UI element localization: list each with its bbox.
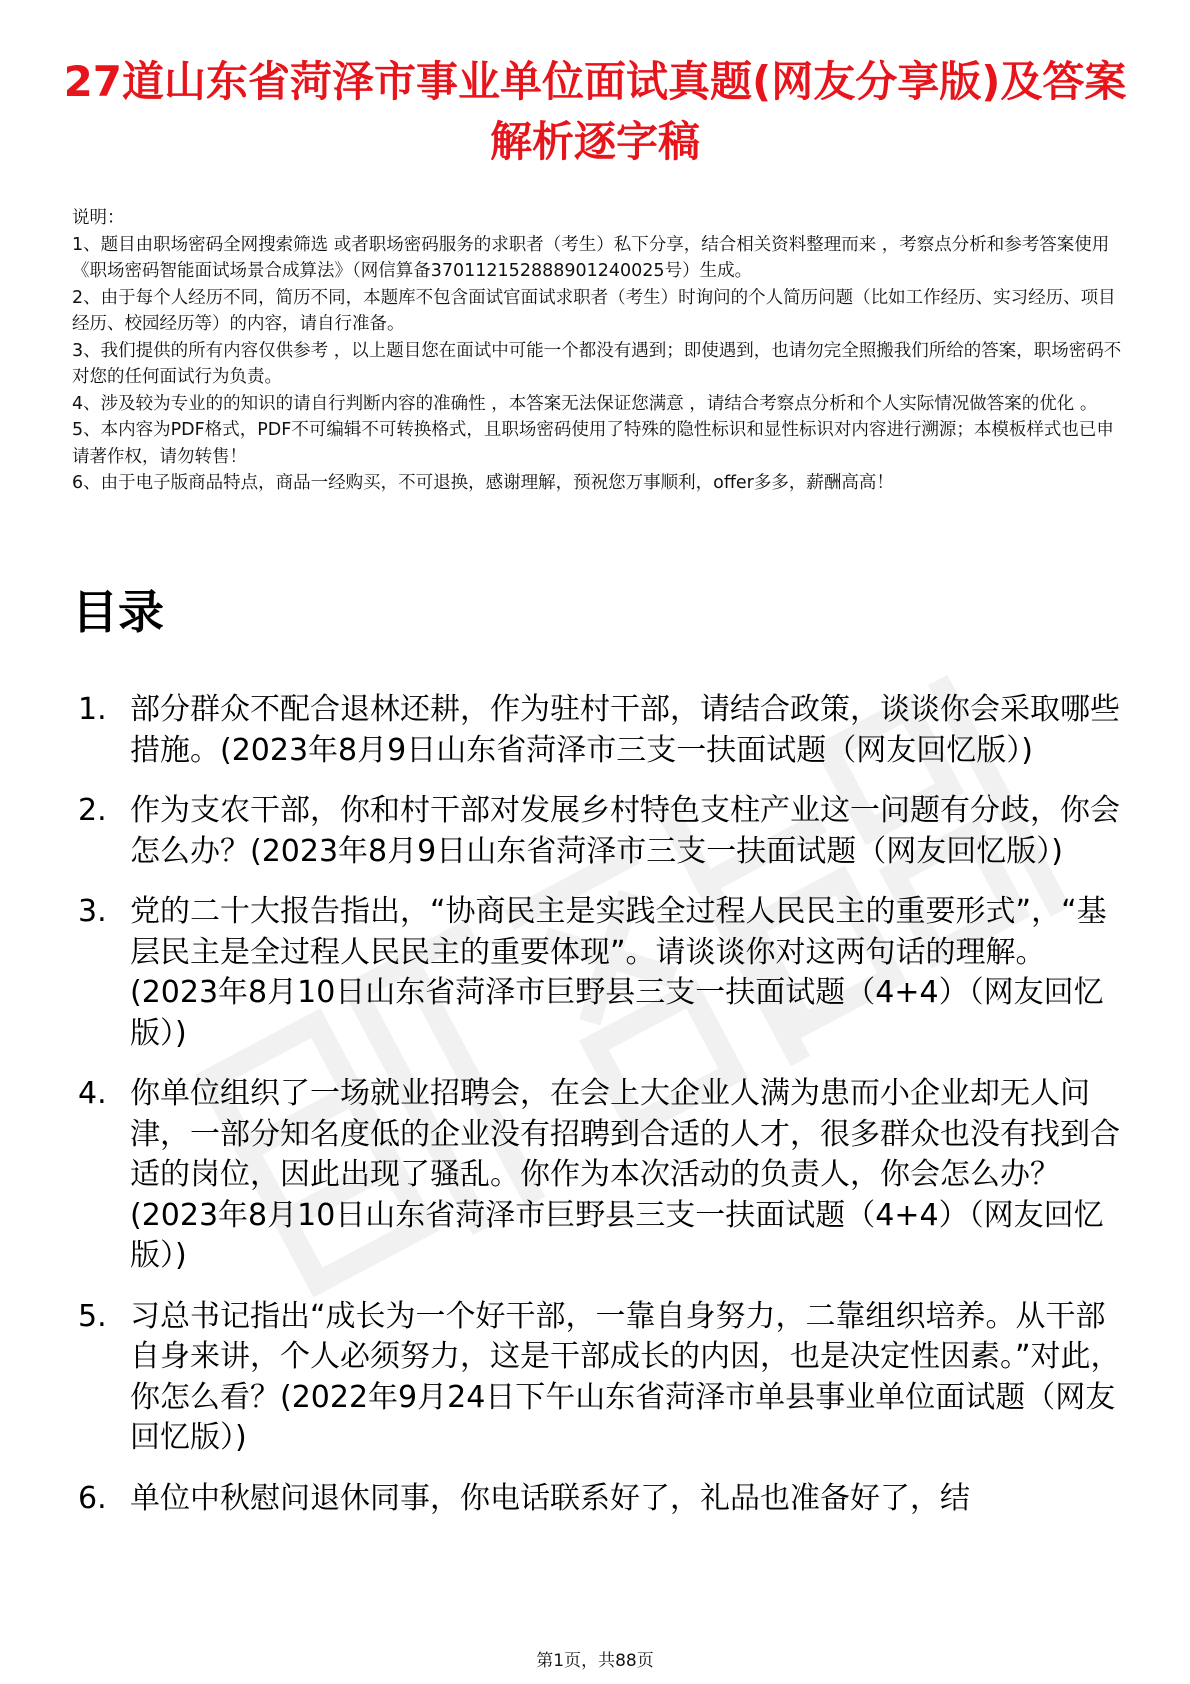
toc-item-text: 党的二十大报告指出，“协商民主是实践全过程人民民主的重要形式”，“基层民主是全过程人民民主的重要体现”。请谈谈你对这两句话的理解。(2023年8月10日山东省菏泽市巨野县三支一扶面试题（4+4）（网友回忆版）) [130, 894, 1107, 1051]
toc-item[interactable] [78, 892, 1128, 1054]
toc-item-number: 6. [78, 1480, 107, 1516]
notes-section [72, 205, 1122, 497]
note-item: 5、本内容为PDF格式，PDF不可编辑不可转换格式，且职场密码使用了特殊的隐性标识和显性标识对内容进行溯源；本模板样式也已申请著作权，请勿转售！ [72, 420, 1114, 467]
document-title: 27道山东省菏泽市事业单位面试真题(网友分享版)及答案解析逐字稿 [63, 57, 1127, 166]
toc-item[interactable] [78, 1074, 1128, 1277]
toc-item-number: 2. [78, 793, 107, 828]
toc-item-text: 习总书记指出“成长为一个好干部，一靠自身努力，二靠组织培养。从干部自身来讲，个人必须努力，这是干部成长的内因，也是决定性因素。”对此，你怎么看？(2022年9月24日下午山东省菏泽市单县事业单位面试题（网友回忆版）) [130, 1298, 1121, 1455]
toc-item-text: 部分群众不配合退林还耕，作为驻村干部，请结合政策，谈谈你会采取哪些措施。(2023年8月9日山东省菏泽市三支一扶面试题（网友回忆版）) [130, 692, 1120, 768]
toc-item-number: 3. [78, 894, 107, 929]
notes-heading: 说明： [72, 208, 125, 228]
toc-list [78, 690, 1128, 1539]
page-footer: 第1页，共88页 [536, 1651, 654, 1671]
toc-item[interactable] [78, 791, 1128, 872]
toc-heading: 目录 [72, 585, 164, 639]
toc-item-number: 4. [78, 1076, 107, 1111]
toc-item[interactable] [78, 1297, 1128, 1459]
note-item: 3、我们提供的所有内容仅供参考 ，以上题目您在面试中可能一个都没有遇到；即使遇到，也请勿完全照搬我们所给的答案，职场密码不对您的任何面试行为负责。 [72, 340, 1122, 387]
note-item: 2、由于每个人经历不同，简历不同，本题库不包含面试官面试求职者（考生）时询问的个人简历问题（比如工作经历、实习经历、项目经历、校园经历等）的内容，请自行准备。 [72, 287, 1116, 334]
note-item: 4、涉及较为专业的的知识的请自行判断内容的准确性 ，本答案无法保证您满意 ，请结合考察点分析和个人实际情况做答案的优化 。 [72, 393, 1098, 414]
toc-item[interactable] [78, 1479, 1128, 1520]
toc-item-number: 1. [78, 692, 107, 727]
toc-item[interactable] [78, 690, 1128, 771]
note-item: 6、由于电子版商品特点，商品一经购买，不可退换，感谢理解，预祝您万事顺利，offer多多，薪酬高高！ [72, 473, 894, 493]
toc-item-text: 单位中秋慰问退休同事，你电话联系好了，礼品也准备好了，结 [130, 1480, 970, 1516]
toc-item-number: 5. [78, 1298, 107, 1334]
toc-item-text: 你单位组织了一场就业招聘会，在会上大企业人满为患而小企业却无人问津，一部分知名度低的企业没有招聘到合适的人才，很多群众也没有找到合适的岗位，因此出现了骚乱。你作为本次活动的负责人，你会怎么办？(2023年8月10日山东省菏泽市巨野县三支一扶面试题（4+4）（网友回忆版）) [130, 1076, 1120, 1273]
toc-item-text: 作为支农干部，你和村干部对发展乡村特色支柱产业这一问题有分歧，你会怎么办？(2023年8月9日山东省菏泽市三支一扶面试题（网友回忆版）) [130, 793, 1120, 869]
note-item: 1、题目由职场密码全网搜索筛选 或者职场密码服务的求职者（考生）私下分享，结合相关资料整理而来 ，考察点分析和参考答案使用《职场密码智能面试场景合成算法》（网信算备370112152888901240025号）生成。 [72, 234, 1110, 281]
